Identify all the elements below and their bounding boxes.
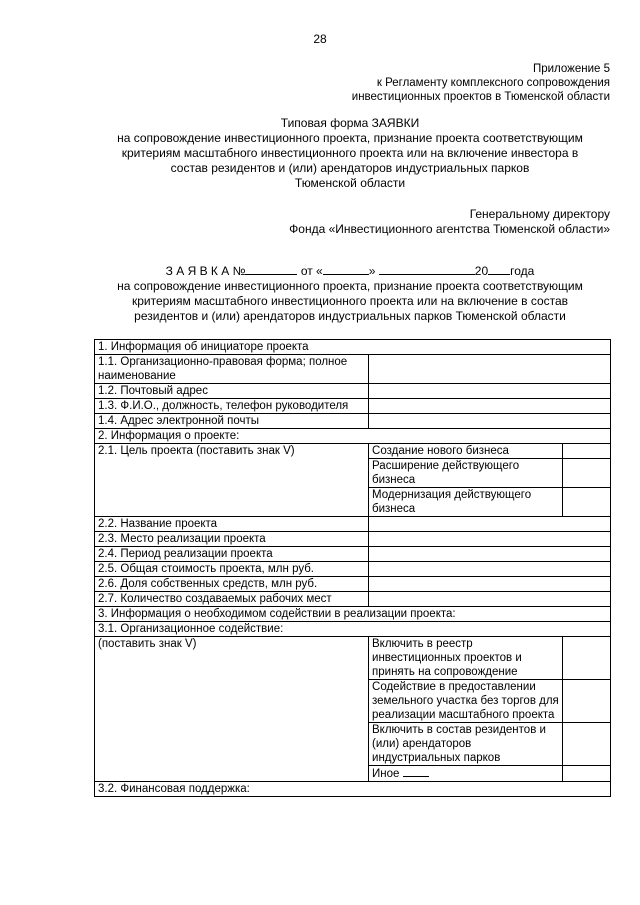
field-value-cell[interactable]: [369, 532, 611, 547]
field-label: 1.2. Почтовый адрес: [95, 384, 369, 399]
field-value-cell[interactable]: [369, 414, 611, 429]
table-row: [95, 637, 611, 680]
addressee-block: [289, 207, 610, 237]
checkmark-cell[interactable]: [563, 637, 611, 680]
option-label: Создание нового бизнеса: [369, 444, 563, 459]
field-label: 1.3. Ф.И.О., должность, телефон руководителя: [95, 399, 369, 414]
table-row: [95, 414, 611, 429]
option-label: Расширение действующего бизнеса: [369, 459, 563, 488]
checkmark-cell[interactable]: [563, 444, 611, 459]
table-row: [95, 444, 611, 459]
table-row: [95, 622, 611, 637]
checkmark-cell[interactable]: [563, 766, 611, 782]
request-year-suffix: года: [510, 264, 535, 278]
application-form-table: [94, 339, 611, 797]
request-quote-close: »: [368, 264, 376, 278]
request-year-prefix: 20: [474, 264, 489, 278]
field-value-cell[interactable]: [369, 517, 611, 532]
table-row: [95, 399, 611, 414]
table-row: [95, 577, 611, 592]
field-value-cell[interactable]: [369, 592, 611, 607]
form-title-line: Тюменской области: [294, 176, 406, 190]
table-row: [95, 340, 611, 355]
table-row: [95, 547, 611, 562]
option-label: Включить в реестр инвестиционных проектов и принять на сопровождение: [369, 637, 563, 680]
appendix-line: инвестиционных проектов в Тюменской области: [351, 91, 610, 103]
subsection-header: 3.1. Организационное содействие:: [95, 622, 611, 637]
section-header: 3. Информация о необходимом содействии в реализации проекта:: [95, 607, 611, 622]
field-value-cell[interactable]: [369, 577, 611, 592]
table-row: [95, 532, 611, 547]
appendix-line: Приложение 5: [532, 63, 610, 75]
table-row: [95, 384, 611, 399]
request-day-blank[interactable]: [323, 264, 369, 275]
field-label: 2.7. Количество создаваемых рабочих мест: [95, 592, 369, 607]
field-label: 2.2. Название проекта: [95, 517, 369, 532]
section-header: 1. Информация об инициаторе проекта: [95, 340, 611, 355]
request-year-blank[interactable]: [488, 264, 510, 275]
addressee-line: Генеральному директору: [469, 207, 610, 221]
option-label: [369, 766, 563, 782]
checkmark-cell[interactable]: [563, 488, 611, 517]
table-row: [95, 782, 611, 797]
appendix-line: к Регламенту комплексного сопровождения: [376, 77, 610, 89]
request-subtitle-line: резидентов и (или) арендаторов индустриальных парков Тюменской области: [134, 309, 566, 323]
request-title: З А Я В К А №: [165, 264, 246, 278]
subsection-header: 3.2. Финансовая поддержка:: [95, 782, 611, 797]
field-value-cell[interactable]: [369, 547, 611, 562]
section-header: 2. Информация о проекте:: [95, 429, 611, 444]
table-row: [95, 607, 611, 622]
page-number: 28: [313, 32, 327, 46]
checkmark-cell[interactable]: [563, 723, 611, 766]
field-label: 2.5. Общая стоимость проекта, млн руб.: [95, 562, 369, 577]
form-title: [80, 116, 620, 191]
table-row: [95, 429, 611, 444]
field-label: 2.1. Цель проекта (поставить знак V): [95, 444, 369, 517]
request-subtitle-line: критериям масштабного инвестиционного проекта или на включение в состав: [131, 294, 569, 308]
table-row: [95, 355, 611, 384]
field-label: 1.4. Адрес электронной почты: [95, 414, 369, 429]
request-heading: [90, 264, 610, 324]
request-number-blank[interactable]: [245, 264, 297, 275]
table-row: [95, 517, 611, 532]
checkmark-cell[interactable]: [563, 459, 611, 488]
option-label: Включить в состав резидентов и (или) арендаторов индустриальных парков: [369, 723, 563, 766]
field-value-cell[interactable]: [369, 562, 611, 577]
other-option-label: Иное: [372, 768, 400, 780]
request-number-line: [90, 264, 610, 279]
request-subtitle-line: на сопровождение инвестиционного проекта, признание проекта соответствующим: [117, 279, 583, 293]
field-value-cell[interactable]: [369, 384, 611, 399]
field-label: 2.3. Место реализации проекта: [95, 532, 369, 547]
form-title-line: Типовая форма ЗАЯВКИ: [280, 116, 420, 130]
field-label: (поставить знак V): [95, 637, 369, 782]
form-title-line: состав резидентов и (или) арендаторов индустриальных парков: [170, 161, 530, 175]
addressee-line: Фонда «Инвестиционного агентства Тюменской области»: [289, 222, 610, 236]
form-title-line: на сопровождение инвестиционного проекта, признание проекта соответствующим: [117, 131, 583, 145]
field-label: 1.1. Организационно-правовая форма; полное наименование: [95, 355, 369, 384]
appendix-header: [352, 62, 610, 104]
table-row: [95, 592, 611, 607]
field-label: 2.6. Доля собственных средств, млн руб.: [95, 577, 369, 592]
request-from: от «: [300, 264, 323, 278]
table-row: [95, 562, 611, 577]
field-value-cell[interactable]: [369, 355, 611, 384]
other-option-blank[interactable]: [403, 766, 429, 777]
field-value-cell[interactable]: [369, 399, 611, 414]
field-label: 2.4. Период реализации проекта: [95, 547, 369, 562]
form-title-line: критериям масштабного инвестиционного проекта или на включение инвестора в: [121, 146, 579, 160]
request-month-blank[interactable]: [379, 264, 475, 275]
option-label: Содействие в предоставлении земельного участка без торгов для реализации масштабного проекта: [369, 680, 563, 723]
option-label: Модернизация действующего бизнеса: [369, 488, 563, 517]
checkmark-cell[interactable]: [563, 680, 611, 723]
